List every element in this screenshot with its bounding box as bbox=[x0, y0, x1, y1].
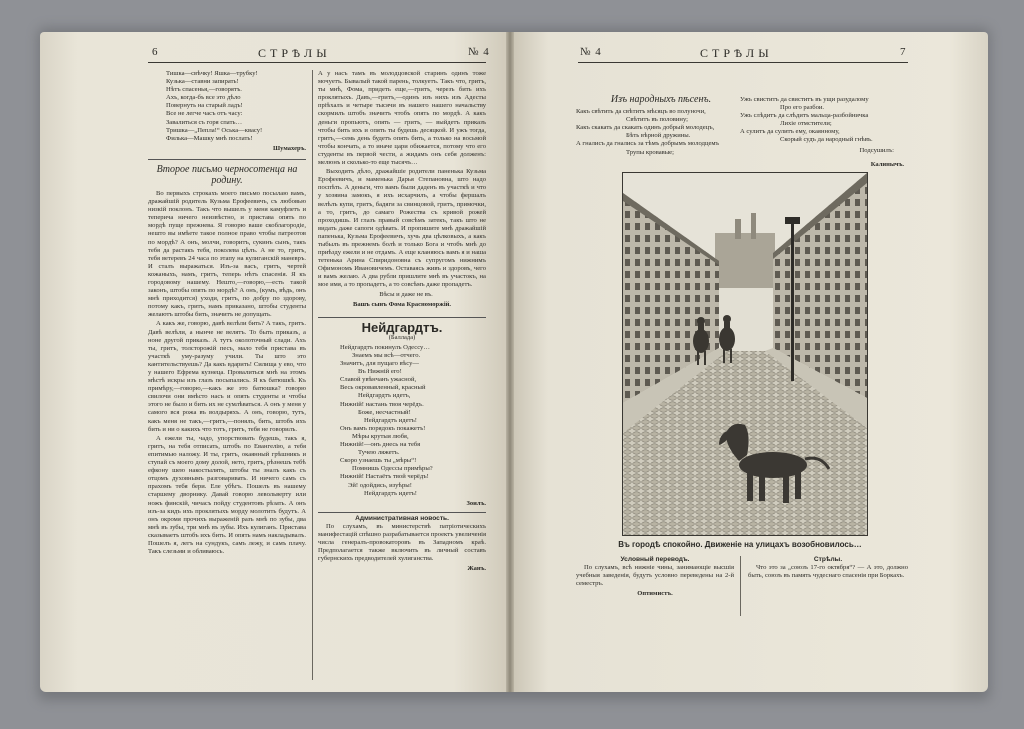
poem-line: Про его разбои. bbox=[780, 104, 825, 112]
left-page-number: 6 bbox=[152, 46, 159, 58]
poem-line: Значитъ, для пущаго вѣсу— bbox=[340, 360, 419, 368]
poem-line: Нейдгардтъ идетъ! bbox=[364, 416, 418, 424]
right-page-number: 7 bbox=[900, 46, 907, 58]
translation-left bbox=[576, 556, 734, 602]
street-scene-drawing bbox=[623, 173, 867, 535]
left-column-1 bbox=[148, 70, 306, 690]
right-masthead: СТРѢЛЫ bbox=[700, 46, 773, 60]
book-spine bbox=[506, 32, 514, 692]
ballad-poem bbox=[318, 344, 486, 498]
poem-line: Ужъ свиститъ да свиститъ въ ущи разудалому bbox=[740, 96, 869, 103]
poem-line: Все не легче часъ отъ часу: bbox=[166, 110, 243, 118]
poem-line: Нейдгардтъ покинулъ Одессу… bbox=[340, 343, 430, 351]
poem-line: Нейдгардтъ идетъ, bbox=[358, 392, 411, 400]
letter-paragraph: Во первыхъ строкахъ моего письмо посылаю вамъ, дражайшiй родитель Кузьма Ерофеевичъ, съ любовью низкiй поклонъ. Такъ что вышелъ у меня камуфлетъ и теперича ничего неизвѣстно, и пристава опять по мордѣ пуще прежнева. Я говорю ваше скоблагородiе, нешто вы имѣете такое полное право чтобы патреотов по мордѣ? А онъ, молчи, говоритъ, сукинъ сынъ, такъ тебя да растакъ тебя, поколева цѣлъ. А не то, гритъ, тебя ветеревъ 24 часа по этапу на кулиганскiй маневръ. И сталъ выражаться. Изъ-за васъ, гритъ, чертей кожаныхъ, намъ, гритъ, теперь нѣтъ спасенiя. Я къ городовому нашему. Нешто,—говорю,—есть такой законъ, штобы опять по мордѣ? А онъ, (кумъ, вѣдь, онъ мнѣ приходится) уходи, гритъ, по добру по здорову, потому какъ, гритъ, намъ приказано, штобы студенты желаютъ штобы бить, значитъ не допущать. bbox=[148, 189, 306, 319]
folk-song-left bbox=[576, 96, 746, 157]
ballad-author: Зоилъ. bbox=[466, 499, 486, 507]
poem-line: Весь окровавленный, красный bbox=[340, 384, 426, 392]
column-divider bbox=[740, 556, 741, 616]
poem-line: Ужъ слѣдитъ да слѣдитъ мальца-разбойничка bbox=[740, 112, 869, 120]
poem-line: Ахъ, когда-бъ все это дѣло bbox=[166, 94, 241, 102]
poem-line: Скоро узнаешь ты „мѣры“! bbox=[340, 457, 417, 465]
poem-line: Тучею ляжетъ. bbox=[358, 449, 400, 457]
poem-line: А гналисъ да гнались за тѣмъ добрымъ молодцемъ bbox=[576, 140, 719, 148]
poem-line: Нейдгардтъ идетъ! bbox=[364, 489, 418, 497]
left-masthead: СТРѢЛЫ bbox=[258, 46, 331, 60]
left-issue-number: № 4 bbox=[468, 46, 490, 58]
poem-line: Знаемъ мы всѣ—отчего. bbox=[352, 352, 421, 359]
poem-line: Кузька—ставни запирать! bbox=[166, 78, 239, 86]
folk-song-verse bbox=[576, 108, 746, 157]
poem-line: Повернуть на старый ладъ! bbox=[166, 102, 243, 110]
ballad-subtitle: (Баллада) bbox=[388, 333, 416, 341]
poem-line: Нижнiй!—онъ днесь на тебя bbox=[340, 441, 421, 449]
folk-subscribed: Подсушилъ: bbox=[859, 146, 894, 154]
poem-line: Тришка—„Пепла!“ Оська—квасу! bbox=[166, 126, 263, 134]
left-column-2 bbox=[318, 70, 486, 690]
street-illustration bbox=[622, 172, 868, 536]
right-issue-number: № 4 bbox=[580, 46, 602, 58]
translation-left-text: По слухамъ, всѣ нижнiе чины, занимающiе высшiя учебныя заведенiя, будутъ условно переведены на 2-й семестръ. bbox=[576, 564, 734, 588]
letter-closing: Вѣсы и даже не въ. bbox=[379, 290, 433, 298]
poem-author: Шумахеръ. bbox=[273, 144, 306, 152]
poem-tishka bbox=[148, 70, 306, 143]
poem-line: Эй! одойдись, изуѣры! bbox=[348, 481, 412, 489]
letter-paragraph: Выходитъ дѣло, дражайшiе родители паненька Кузьма Ерофеевичъ, и маменька Дарья Степановна, што надо поспѣть. А деньги, что вамъ были даденъ въ участкѣ и что у хозяина замокъ, я ихъ исхарчилъ, а чтобы фершалъ велѣлъ купи, гритъ, бадяги за свинцовой, гритъ, примочки, а то, гритъ, до самаго Рожества съ кривой рожей проходишь. И глазъ правый совсѣмъ затекъ, такъ што не видать даже сапоги одѣвать. И пропишите мнѣ дражайшiй папенька, Кузьма Ерофеевичъ, хучь два цѣлковыхъ, а какъ тыбылъ въ прежнемъ болѣ и только Бога и чтобъ мнѣ до приѣзду ежели и не отдамъ. А еще кланяюсь вамъ я и наша тетенька Арина Спиридоновна съ супругомъ нижнимъ Офимономъ Ивановичемъ. Оставаясь живъ и здоровъ, чего и вамъ желаю. А два рубли пришлите мнѣ въ участокъ, на мое имя, а то пропадетъ, а то совсѣмъ даже пропадетъ. bbox=[318, 168, 486, 289]
poem-line: Свѣтитъ въ половину; bbox=[626, 116, 688, 124]
illustration-caption: Въ городѣ спокойно. Движенiе на улицахъ возобновилось… bbox=[618, 540, 862, 549]
poem-line: Онъ вамъ порядокъ покажетъ! bbox=[340, 424, 426, 432]
translation-left-title: Условный переводъ. bbox=[620, 556, 690, 563]
poem-line: Славой увѣнчанъ ужасной, bbox=[340, 376, 417, 384]
folk-song-title: Изъ народныхъ пѣсенъ. bbox=[610, 94, 712, 105]
poem-line: Филька—Машку мнѣ послать! bbox=[166, 134, 253, 142]
translation-right-title: Стрѣлы. bbox=[813, 556, 843, 563]
section-rule bbox=[318, 512, 486, 513]
admin-news-text: По слухамъ, въ министерствѣ патрiотическихъ манифестацiй спѣшно разрабатывается проектъ увеличенiя числа генералъ-провокаторовъ въ Западномъ краѣ. Предполагается также включить въ личный составъ губернскихъ предводителей хулиганства. bbox=[318, 522, 486, 563]
poem-line: Тишка—свѣчку! Яшка—трубку! bbox=[166, 70, 258, 77]
poem-line: Мѣры крутыя любя, bbox=[352, 432, 409, 440]
right-header-rule bbox=[578, 62, 908, 63]
poem-line: Скорый судъ да народный гнѣвъ. bbox=[780, 136, 873, 144]
translation-right-text: Что это за „союзъ 17-го октября“? — А это, должно быть, союзъ въ память чудеснаго спасенiя при Боркахъ. bbox=[748, 564, 908, 580]
poem-line: Завалиться съ горя спать… bbox=[166, 118, 243, 126]
poem-line: Бѣть вѣрной дружины. bbox=[626, 132, 691, 140]
letter-title: Второе письмо черносотенца на родину. bbox=[148, 159, 306, 186]
letter-paragraph: А ежели ты, чадо, упорствовать будешь, такъ я, гритъ, на тебя отписать, штобъ по Евангелiю, а тебя епитимью наложу. И ты, гритъ, окаянный грѣшникъ и ступай съ моего дому долой, нето, гритъ, рѣзнешъ тебѣ ефкону шею накостылять, штобы ты зналъ какъ съ отцомъ духовнымъ разговаривать. И ничего самъ съ прахомъ тебя бери. Еле убѣгъ. Пошелъ въ нашему старшему дворнику. Давай говорю левольверту или ножъ финскiй, чичасъ пойду студентовъ рѣзать. А онъ изъ-за кидъ ихъ проклятыхъ морду молотить будутъ. А онъ окромя прочихъ выраженiй разъ мнѣ по зубы, два мнѣ въ зубы, три мнѣ въ зубы. Ихъ кулиганъ. Пристава сказываетъ штобъ ихъ бить. И опять намъ накладывалъ. Пошелъ я, легъ на сундукъ, самъ лежу, и самъ плачу. Такъ слезьми и обливаюсь. bbox=[148, 434, 306, 556]
letter-signature: Вашъ сынъ Фома Красноморжiй. bbox=[352, 300, 451, 308]
poem-line: Трупы кровавые; bbox=[626, 148, 674, 156]
poem-line: Въ Нижнiй его! bbox=[358, 368, 402, 376]
poem-line: Нижнiй! Настаётъ твой черёдъ! bbox=[340, 473, 429, 481]
ballad-title: Нейдгардтъ. bbox=[318, 317, 486, 332]
letter-paragraph: А какъ же, говорю, давѣ велѣли бить? А такъ, гритъ. Давѣ велѣли, а нынче не велятъ. То быть приказъ, а ноне другой приказъ. А тутъ околоточный слади. Ахъ ты, гритъ, толсторожiй песъ, мало тебя пристава въ участкѣ уму-разуму учили. Ты што это кантительствуешь? Да какъ вдарить! Силища у ево, что у нашего Ефрема кузнеца. Провалиться мнѣ на этомъ мѣстѣ искры изъ глазъ посыпались. Я къ батюшкѣ. Къ примѣру,—говорю,—какъ же это батюшка? говорю свилочи они вмѣсто насъ и опять студенты и чтобы этого не было и бить их не сумлѣваться. А онъ у меня у самого вся рожа въ волдыряхъ. А онъ, говорю, тутъ, какъ меня не такъ,—гритъ,—понялъ, бить, штобъ ихъ бить и ни о какихъ что тотъ, гритъ, тебя не говорилъ. bbox=[148, 320, 306, 433]
poem-line: А сулитъ да сулитъ ему, окаянному, bbox=[740, 128, 840, 136]
poem-line: Нѣтъ спасенья,—говорятъ. bbox=[166, 86, 242, 94]
poem-line: Помнишь Одессы примѣры? bbox=[352, 465, 433, 473]
translation-right bbox=[748, 556, 908, 581]
admin-news-author: Жанъ. bbox=[467, 565, 486, 573]
folk-song-right bbox=[740, 96, 908, 173]
folk-song-verse bbox=[740, 96, 908, 145]
poem-line: Боже, несчастный! bbox=[358, 408, 411, 416]
poem-line: Лихiе отмстители; bbox=[780, 120, 832, 128]
admin-news-title: Административная новость. bbox=[355, 514, 449, 522]
poem-line: Какъ скакать да скакать одинъ добрый молодецъ, bbox=[576, 124, 715, 132]
poem-line: Нижнiй! настань твоя черёдъ. bbox=[340, 400, 424, 408]
column-divider bbox=[312, 70, 313, 680]
left-header-rule bbox=[148, 62, 486, 63]
poem-line: Какъ свѣтить да свѣтитъ мѣсяцъ во полуночи, bbox=[576, 108, 706, 116]
folk-author: Калинычъ. bbox=[870, 160, 904, 168]
letter-paragraph: А у насъ тамъ въ молодцовской старинъ одинъ тоже мочуетъ. Бывалый такой парень, толкуетъ. Такъ что, гритъ, ты мнѣ, Фома, придеть еще,—гритъ, черезъ бить ихъ проклятыхъ. Давъ,—гритъ,—одинъ изъ нихъ изъ Адесты прiѣхалъ и четыре тысячи въ нашего нашего начальству скормилъ штобъ значитъ чтобъ опять по мордѣ. А какъ деньги пропьютъ, опять — гритъ, — выйдетъ приказъ чтобы бить ихъ и опять ты будешь десяцкой. И ужъ тогда, гритъ,—семь день будетъ опять бить, а только на восьмой чтобы кончать, а то иначе цари обижается, потому что его студенты въ первой чести, а жидамъ онъ себя долженъ: мелюнъ и сколько-то еще тысячъ… bbox=[318, 70, 486, 167]
translation-left-author: Оптимистъ. bbox=[637, 590, 673, 598]
